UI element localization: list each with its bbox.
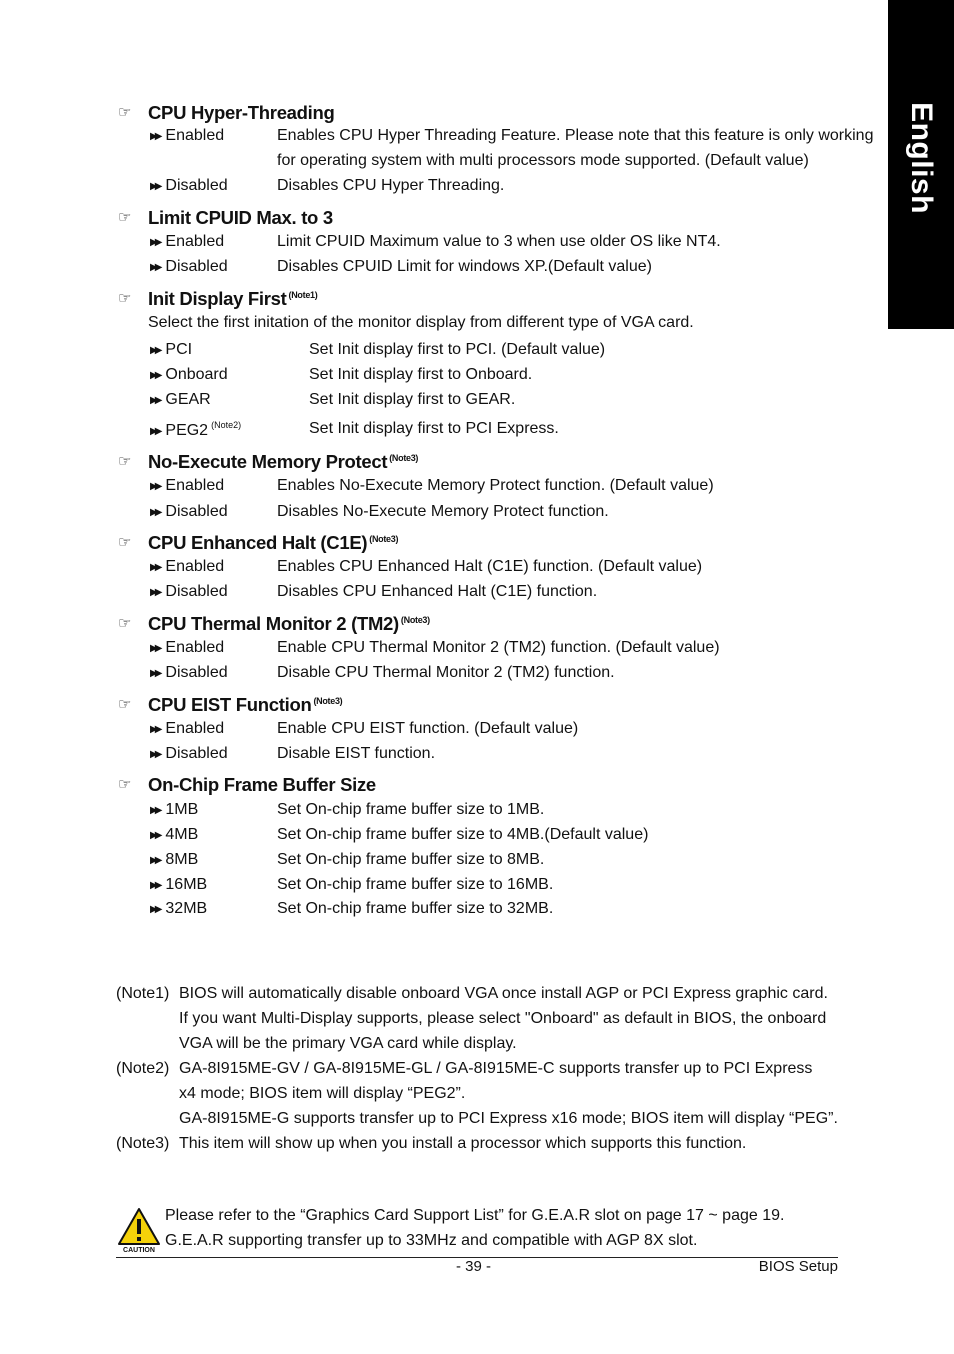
double-arrow-icon: ▶▶ <box>150 830 160 841</box>
section-heading <box>148 451 418 473</box>
option-description: Set On-chip frame buffer size to 4MB.(Default value) <box>277 826 649 843</box>
double-arrow-icon: ▶▶ <box>150 237 160 248</box>
option-item <box>150 366 228 384</box>
option-item <box>150 503 228 521</box>
option-label: 8MB <box>165 851 199 868</box>
option-description: Set On-chip frame buffer size to 16MB. <box>277 876 554 893</box>
double-arrow-icon: ▶▶ <box>150 643 160 654</box>
option-item <box>150 341 192 359</box>
double-arrow-icon: ▶▶ <box>150 395 160 406</box>
option-item <box>150 391 211 409</box>
double-arrow-icon: ▶▶ <box>150 507 160 518</box>
section-heading <box>148 774 376 796</box>
option-description: Disable EIST function. <box>277 745 436 762</box>
option-label: 32MB <box>165 900 208 917</box>
double-arrow-icon: ▶▶ <box>150 724 160 735</box>
double-arrow-icon: ▶▶ <box>150 587 160 598</box>
note-label: (Note3) <box>116 1135 170 1152</box>
option-description: Disables CPUID Limit for windows XP.(Default value) <box>277 258 652 275</box>
section-intro: Select the first initation of the monitor display from different type of VGA card. <box>148 314 694 331</box>
option-item <box>150 826 198 844</box>
section-heading <box>148 207 333 229</box>
option-label: GEAR <box>165 391 211 408</box>
pointing-hand-icon: ☞ <box>118 776 132 793</box>
option-description: for operating system with multi processors mode supported. (Default value) <box>277 152 809 169</box>
double-arrow-icon: ▶▶ <box>150 855 160 866</box>
option-label: Enabled <box>165 127 225 144</box>
option-item <box>150 477 224 495</box>
option-label: Enabled <box>165 720 225 737</box>
note-text: BIOS will automatically disable onboard VGA once install AGP or PCI Express graphic card. <box>179 985 828 1002</box>
option-label: 4MB <box>165 826 199 843</box>
note-text: GA-8I915ME-GV / GA-8I915ME-GL / GA-8I915ME-C supports transfer up to PCI Express <box>179 1060 813 1077</box>
option-description: Set Init display first to GEAR. <box>309 391 516 408</box>
pointing-hand-icon: ☞ <box>118 696 132 713</box>
section-note: (Note3) <box>400 615 430 625</box>
option-label: Onboard <box>165 366 228 383</box>
option-label: Disabled <box>165 177 228 194</box>
section-title: No-Execute Memory Protect <box>148 451 388 472</box>
option-item <box>150 851 198 869</box>
section-note: (Note3) <box>369 534 399 544</box>
double-arrow-icon: ▶▶ <box>150 749 160 760</box>
note-label: (Note2) <box>116 1060 170 1077</box>
section-heading <box>148 613 430 635</box>
option-label: Enabled <box>165 558 225 575</box>
pointing-hand-icon: ☞ <box>118 290 132 307</box>
section-title: CPU Enhanced Halt (C1E) <box>148 532 368 553</box>
option-description: Enables CPU Enhanced Halt (C1E) function. (Default value) <box>277 558 703 575</box>
option-item <box>150 127 224 145</box>
double-arrow-icon: ▶▶ <box>150 481 160 492</box>
double-arrow-icon: ▶▶ <box>150 562 160 573</box>
section-title: CPU Thermal Monitor 2 (TM2) <box>148 613 399 634</box>
option-label: Disabled <box>165 664 228 681</box>
pointing-hand-icon: ☞ <box>118 534 132 551</box>
page-number: - 39 - <box>456 1258 492 1275</box>
section-note: (Note1) <box>288 290 318 300</box>
caution-line-1: Please refer to the “Graphics Card Support List” for G.E.A.R slot on page 17 ~ page 19. <box>165 1207 785 1224</box>
double-arrow-icon: ▶▶ <box>150 131 160 142</box>
pointing-hand-icon: ☞ <box>118 615 132 632</box>
note-text: This item will show up when you install a processor which supports this function. <box>179 1135 747 1152</box>
double-arrow-icon: ▶▶ <box>150 426 160 437</box>
double-arrow-icon: ▶▶ <box>150 668 160 679</box>
option-item <box>150 177 228 195</box>
section-heading <box>148 102 335 124</box>
language-tab <box>888 0 954 329</box>
pointing-hand-icon: ☞ <box>118 209 132 226</box>
double-arrow-icon: ▶▶ <box>150 181 160 192</box>
pointing-hand-icon: ☞ <box>118 453 132 470</box>
caution-line-2: G.E.A.R supporting transfer up to 33MHz and compatible with AGP 8X slot. <box>165 1232 698 1249</box>
note-text: VGA will be the primary VGA card while display. <box>179 1035 517 1052</box>
language-tab-label: English <box>905 102 938 214</box>
option-item <box>150 233 224 251</box>
option-label: Disabled <box>165 503 228 520</box>
option-description: Set Init display first to PCI Express. <box>309 420 559 437</box>
option-label: 16MB <box>165 876 208 893</box>
note-text: x4 mode; BIOS item will display “PEG2”. <box>179 1085 466 1102</box>
note-text: GA-8I915ME-G supports transfer up to PCI Express x16 mode; BIOS item will display “PEG”. <box>179 1110 838 1127</box>
option-description: Limit CPUID Maximum value to 3 when use older OS like NT4. <box>277 233 721 250</box>
option-description: Disables CPU Hyper Threading. <box>277 177 505 194</box>
option-description: Enables CPU Hyper Threading Feature. Please note that this feature is only working <box>277 127 874 144</box>
section-title: CPU Hyper-Threading <box>148 102 335 123</box>
double-arrow-icon: ▶▶ <box>150 345 160 356</box>
option-label: Enabled <box>165 233 225 250</box>
option-item <box>150 583 228 601</box>
footer-section: BIOS Setup <box>758 1258 838 1275</box>
option-label: Disabled <box>165 583 228 600</box>
option-description: Set Init display first to Onboard. <box>309 366 533 383</box>
option-label: Disabled <box>165 258 228 275</box>
option-description: Set Init display first to PCI. (Default value) <box>309 341 606 358</box>
note-text: If you want Multi-Display supports, please select "Onboard" as default in BIOS, the onboard <box>179 1010 827 1027</box>
double-arrow-icon: ▶▶ <box>150 805 160 816</box>
option-item <box>150 258 228 276</box>
pointing-hand-icon: ☞ <box>118 104 132 121</box>
double-arrow-icon: ▶▶ <box>150 370 160 381</box>
section-heading <box>148 288 317 310</box>
option-description: Enable CPU Thermal Monitor 2 (TM2) function. (Default value) <box>277 639 720 656</box>
section-title: On-Chip Frame Buffer Size <box>148 774 376 795</box>
note-label: (Note1) <box>116 985 170 1002</box>
option-item <box>150 801 198 819</box>
option-description: Set On-chip frame buffer size to 8MB. <box>277 851 545 868</box>
option-item <box>150 900 207 918</box>
double-arrow-icon: ▶▶ <box>150 880 160 891</box>
double-arrow-icon: ▶▶ <box>150 262 160 273</box>
caution-icon-label: CAUTION <box>123 1247 155 1254</box>
caution-icon <box>117 1206 161 1254</box>
section-title: Limit CPUID Max. to 3 <box>148 207 333 228</box>
section-heading <box>148 694 342 716</box>
double-arrow-icon: ▶▶ <box>150 904 160 915</box>
section-title: Init Display First <box>148 288 287 309</box>
option-description: Disables CPU Enhanced Halt (C1E) function. <box>277 583 598 600</box>
option-item <box>150 420 241 440</box>
option-label: Disabled <box>165 745 228 762</box>
option-item <box>150 876 207 894</box>
option-note: (Note2) <box>211 420 242 430</box>
option-item <box>150 745 228 763</box>
option-label: Enabled <box>165 639 225 656</box>
option-label: 1MB <box>165 801 199 818</box>
option-label: PCI <box>165 341 193 358</box>
option-item <box>150 639 224 657</box>
option-description: Enable CPU EIST function. (Default value) <box>277 720 579 737</box>
section-note: (Note3) <box>389 453 419 463</box>
option-item <box>150 558 224 576</box>
section-title: CPU EIST Function <box>148 694 312 715</box>
option-description: Set On-chip frame buffer size to 1MB. <box>277 801 545 818</box>
section-heading <box>148 532 398 554</box>
option-item <box>150 664 228 682</box>
option-description: Enables No-Execute Memory Protect function. (Default value) <box>277 477 714 494</box>
option-description: Set On-chip frame buffer size to 32MB. <box>277 900 554 917</box>
option-description: Disable CPU Thermal Monitor 2 (TM2) function. <box>277 664 615 681</box>
option-label: Enabled <box>165 477 225 494</box>
option-description: Disables No-Execute Memory Protect function. <box>277 503 609 520</box>
option-label: PEG2 <box>165 422 209 439</box>
option-item <box>150 720 224 738</box>
section-note: (Note3) <box>313 696 343 706</box>
